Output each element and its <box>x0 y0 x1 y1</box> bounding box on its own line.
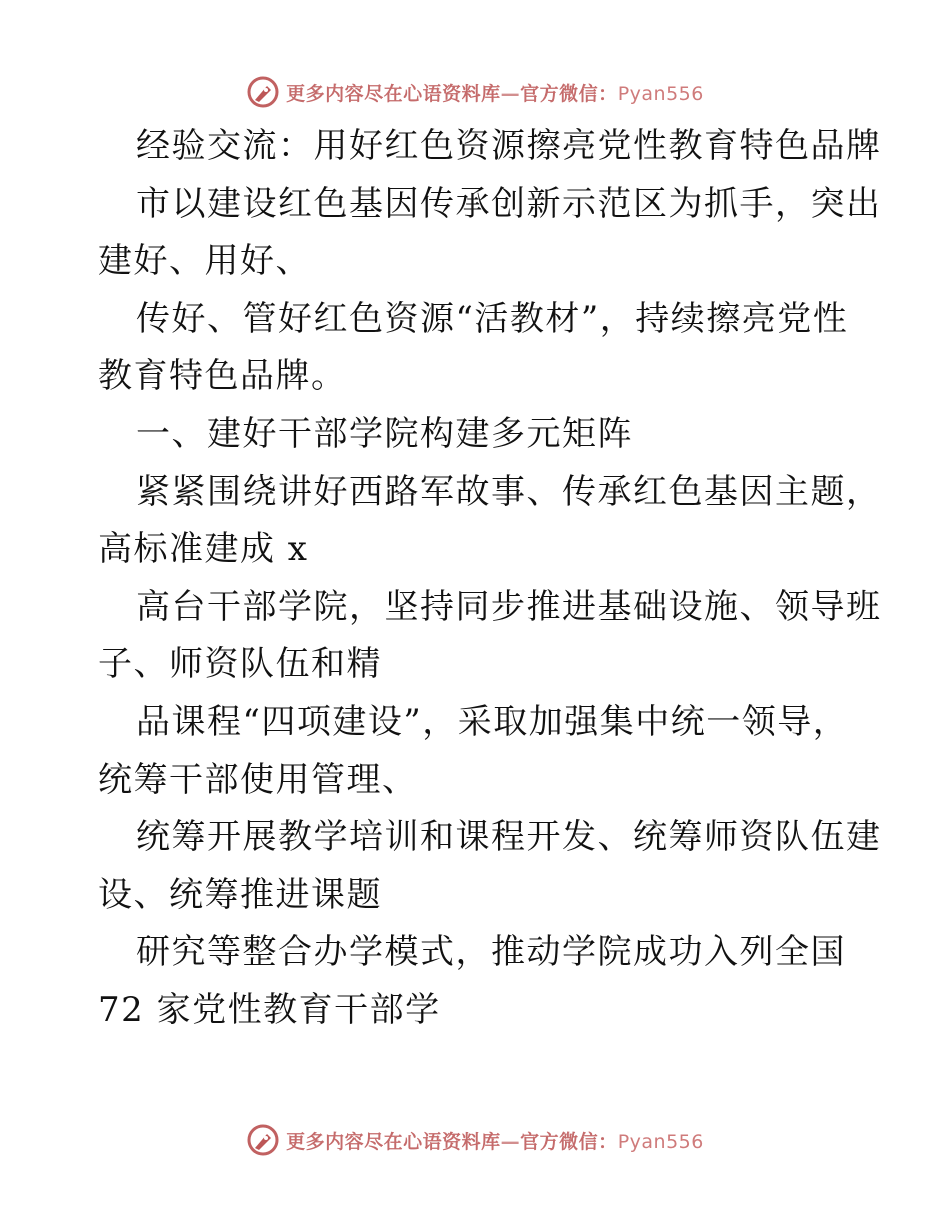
watermark-wechat-label: 官方微信： <box>520 1130 618 1153</box>
paragraph-line: 统筹干部使用管理、 <box>98 759 418 800</box>
watermark-wechat-id: Pyan556 <box>617 82 704 105</box>
watermark-main: 更多内容尽在心语资料库 <box>286 82 501 105</box>
watermark-wechat-id: Pyan556 <box>617 1130 704 1153</box>
watermark-text <box>286 1127 704 1154</box>
paragraph-line: 统筹开展教学培训和课程开发、统筹师资队伍建 <box>136 817 882 858</box>
paragraph-line: 品课程“四项建设”，采取加强集中统一领导， <box>136 701 849 742</box>
pen-nib-circle-icon <box>246 75 280 109</box>
watermark-wechat-label: 官方微信： <box>520 82 618 105</box>
paragraph-line: 紧紧围绕讲好西路军故事、传承红色基因主题， <box>136 471 882 512</box>
header-watermark <box>0 72 950 112</box>
paragraph-line: 建好、用好、 <box>98 241 311 282</box>
document-body <box>98 118 882 1040</box>
paragraph-line: 传好、管好红色资源“活教材”，持续擦亮党性 <box>136 298 849 339</box>
pen-nib-circle-icon <box>246 1123 280 1157</box>
footer-watermark <box>0 1120 950 1160</box>
section-heading: 一、建好干部学院构建多元矩阵 <box>136 413 633 454</box>
watermark-separator: — <box>500 82 521 105</box>
watermark-separator: — <box>500 1130 521 1153</box>
watermark-main: 更多内容尽在心语资料库 <box>286 1130 501 1153</box>
paragraph-line: 子、师资队伍和精 <box>98 644 382 685</box>
document-title: 经验交流：用好红色资源擦亮党性教育特色品牌 <box>136 126 882 166</box>
watermark-text <box>286 79 704 106</box>
paragraph-line: 研究等整合办学模式，推动学院成功入列全国 <box>136 932 846 973</box>
paragraph-line: 高标准建成 x <box>98 529 309 570</box>
paragraph-line: 高台干部学院，坚持同步推进基础设施、领导班 <box>136 586 882 627</box>
paragraph-line: 教育特色品牌。 <box>98 356 347 397</box>
paragraph-line: 72 家党性教育干部学 <box>98 989 441 1030</box>
paragraph-line: 市以建设红色基因传承创新示范区为抓手，突出 <box>136 183 882 224</box>
paragraph-line: 设、统筹推进课题 <box>98 874 382 915</box>
